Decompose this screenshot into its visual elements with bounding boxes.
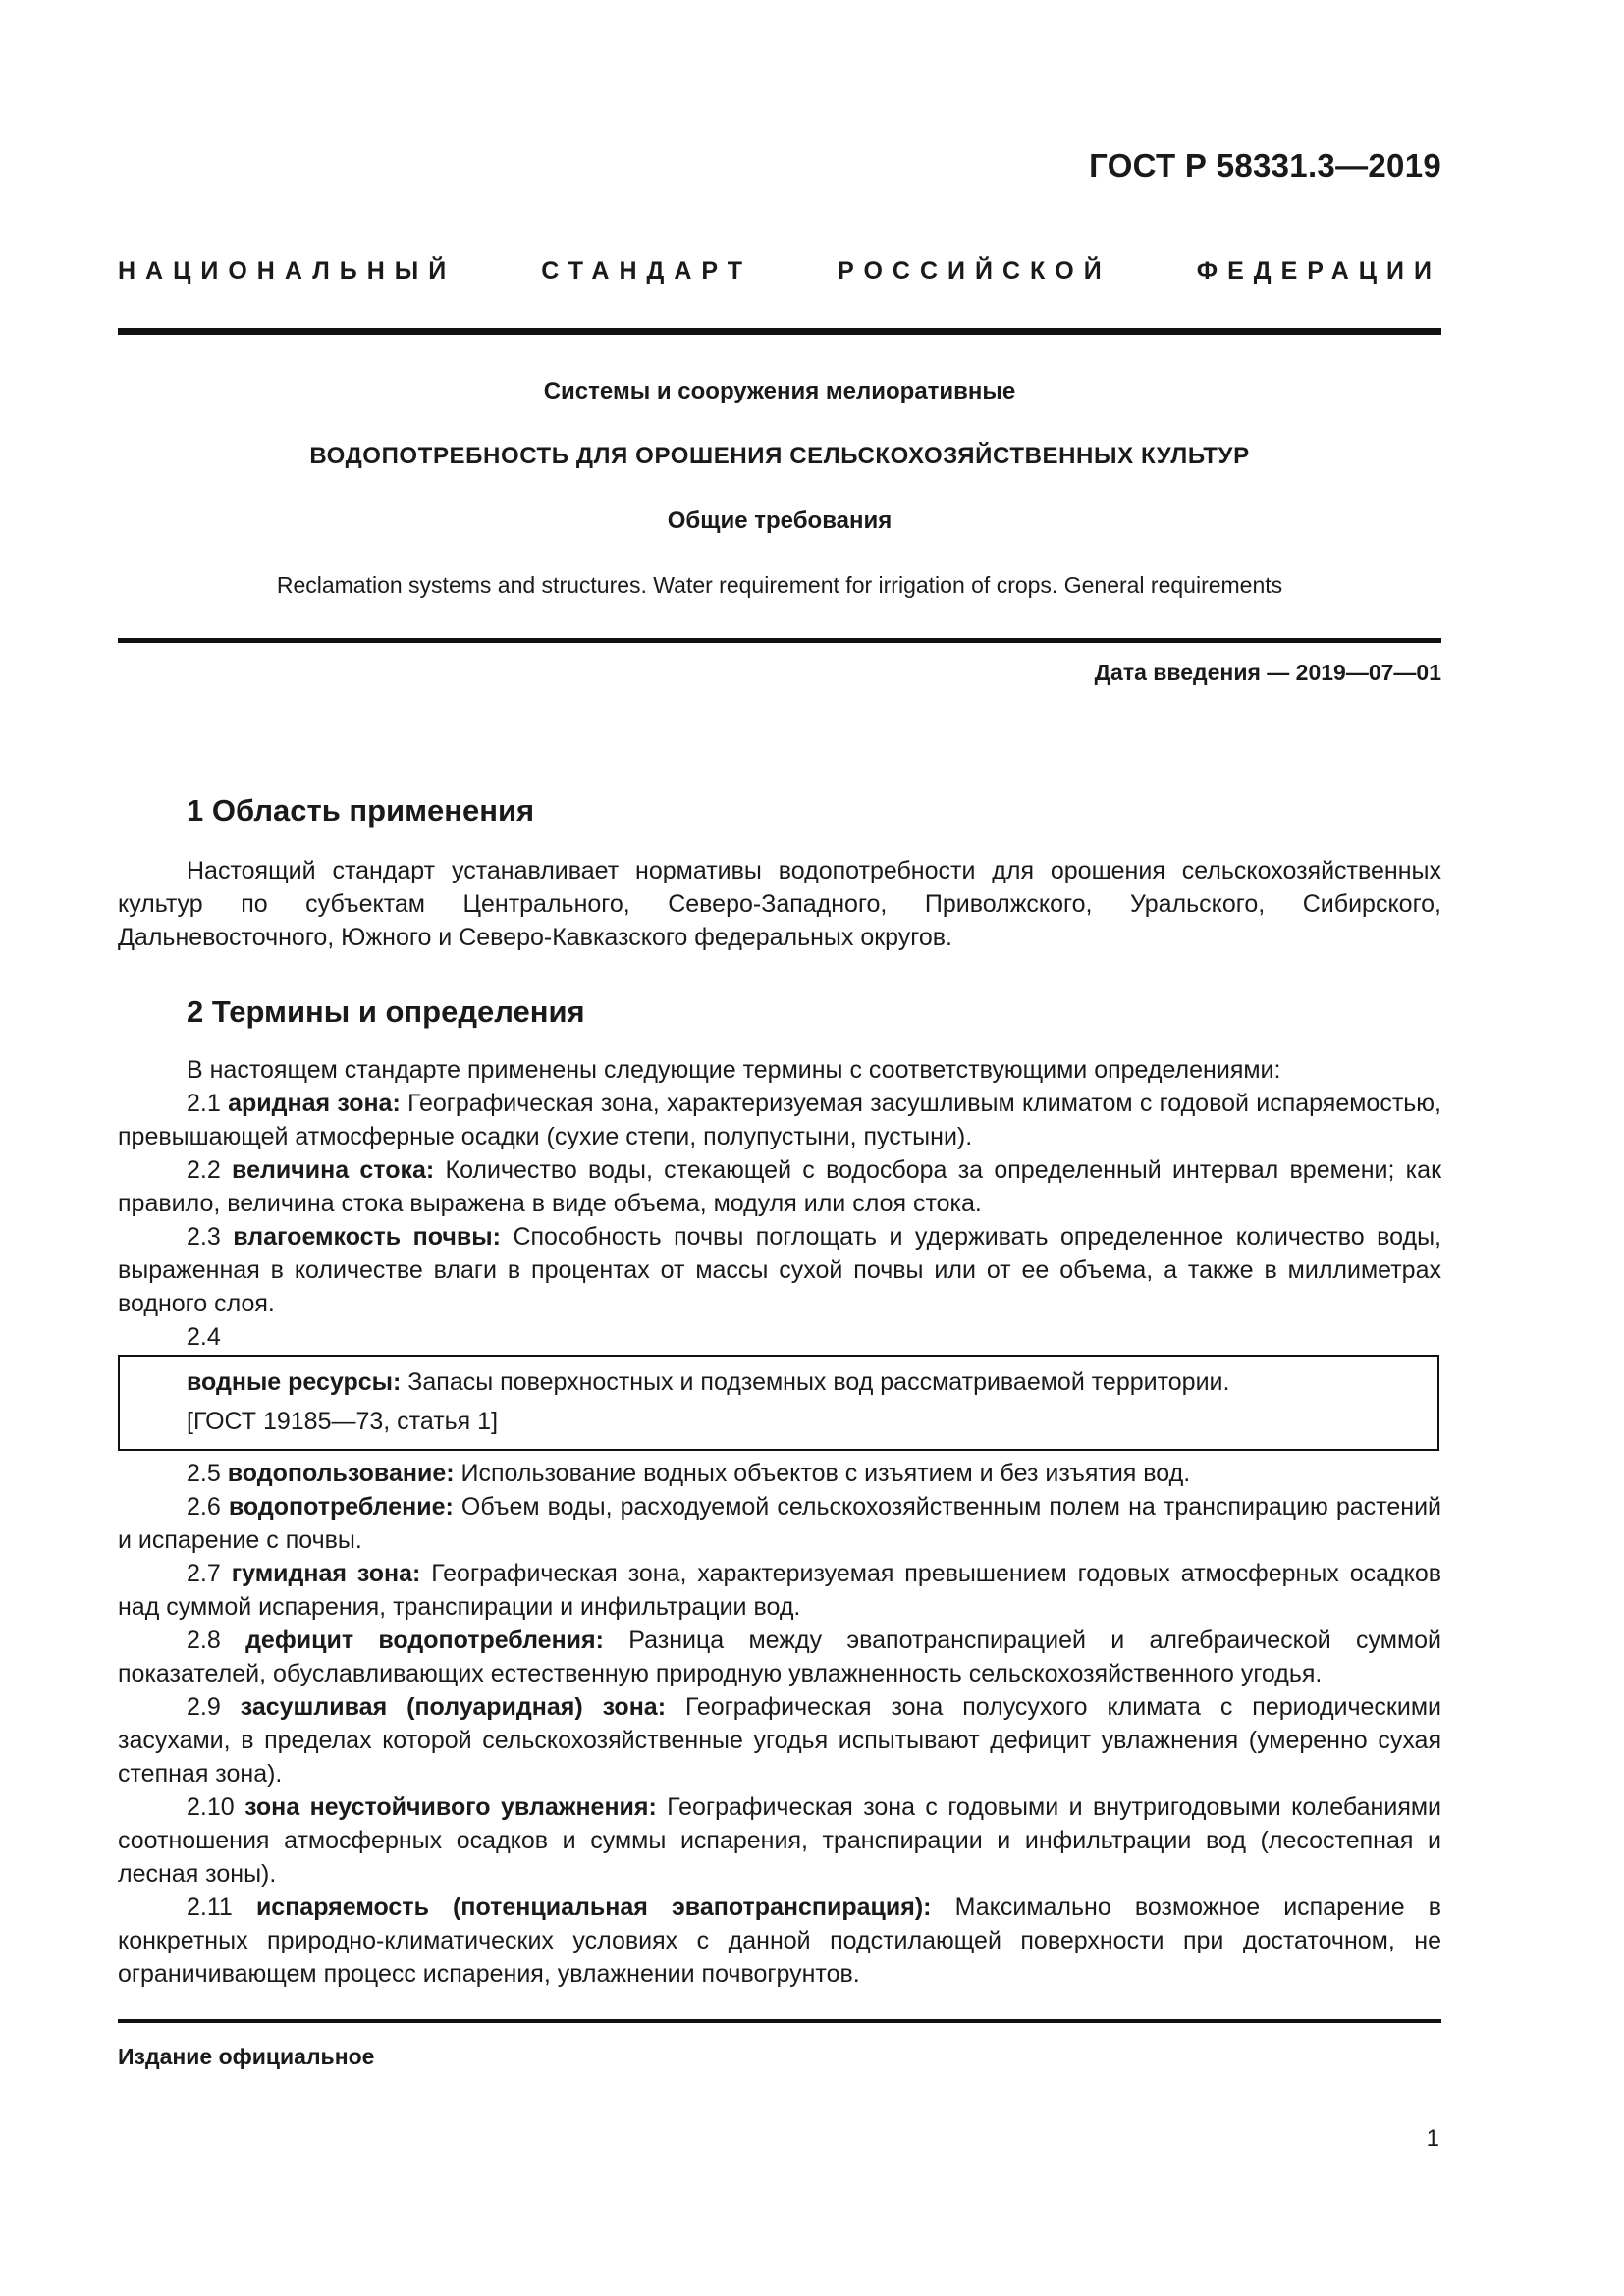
section-1-heading: 1 Область применения xyxy=(187,793,535,828)
term-item: 2.6 водопотребление: Объем воды, расходуемой сельскохозяйственным полем на транспирацию растений и испарение с почвы. xyxy=(118,1493,1442,1554)
document-title: ВОДОПОТРЕБНОСТЬ ДЛЯ ОРОШЕНИЯ СЕЛЬСКОХОЗЯЙСТВЕННЫХ КУЛЬТУР xyxy=(309,443,1250,469)
official-edition-label: Издание официальное xyxy=(118,2044,375,2069)
term-item: 2.10 зона неустойчивого увлажнения: Географическая зона с годовыми и внутригодовыми колебаниями соотношения атмосферных осадков и суммы испарения, транспирации и инфильтрации вод (лесостепная и лесная зоны). xyxy=(118,1793,1442,1888)
gost-number: ГОСТ Р 58331.3—2019 xyxy=(1089,147,1441,184)
quoted-term-box xyxy=(118,1355,1439,1451)
introduction-date: Дата введения — 2019—07—01 xyxy=(1094,660,1441,685)
section-1-body xyxy=(118,854,1441,954)
scope-paragraph: Настоящий стандарт устанавливает нормативы водопотребности для орошения сельскохозяйственных культур по субъектам Центрального, Северо-Западного, Приволжского, Уральского, Сибирского, Дальневосточного, Южного и Северо-Кавказского федеральных округов. xyxy=(118,857,1441,951)
terms-list-b xyxy=(118,1457,1441,1991)
title-rule xyxy=(118,638,1441,643)
terms-intro: В настоящем стандарте применены следующие термины с соответствующими определениями: xyxy=(187,1056,1281,1084)
title-subtitle-1: Системы и сооружения мелиоративные xyxy=(543,378,1016,404)
top-rule xyxy=(118,328,1441,335)
terms-list-a xyxy=(118,1053,1441,1354)
title-subtitle-2: Общие требования xyxy=(667,507,893,534)
boxed-term-source: [ГОСТ 19185—73, статья 1] xyxy=(187,1408,499,1435)
page-number: 1 xyxy=(1426,2125,1439,2152)
boxed-term: водные ресурсы: Запасы поверхностных и подземных вод рассматриваемой территории. xyxy=(187,1368,1230,1396)
national-standard-banner: НАЦИОНАЛЬНЫЙ СТАНДАРТ РОССИЙСКОЙ ФЕДЕРАЦИИ xyxy=(118,257,1441,285)
term-item: 2.7 гумидная зона: Географическая зона, характеризуемая превышением годовых атмосферных осадков над суммой испарения, транспирации и инфильтрации вод. xyxy=(118,1560,1442,1621)
term-item: 2.9 засушливая (полуаридная) зона: Географическая зона полусухого климата с периодическими засухами, в пределах которой сельскохозяйственные угодья испытывают дефицит увлажнения (умеренно сухая степная зона). xyxy=(118,1693,1441,1788)
term-item: 2.8 дефицит водопотребления: Разница между эвапотранспирацией и алгебраической суммой показателей, обуславливающих естественную природную увлажненность сельскохозяйственного угодья. xyxy=(118,1627,1442,1687)
english-title: Reclamation systems and structures. Water requirement for irrigation of crops. General requirements xyxy=(276,572,1283,598)
term-item: 2.4 xyxy=(187,1323,221,1351)
term-item: 2.11 испаряемость (потенциальная эвапотранспирация): Максимально возможное испарение в конкретных природно-климатических условиях с данной подстилающей поверхности при достаточном, не ограничивающем процесс испарения, увлажнении почвогрунтов. xyxy=(118,1894,1441,1988)
term-item: 2.3 влагоемкость почвы: Способность почвы поглощать и удерживать определенное количество воды, выраженная в количестве влаги в процентах от массы сухой почвы или от ее объема, а также в миллиметрах водного слоя. xyxy=(118,1223,1441,1317)
footer-rule xyxy=(118,2019,1441,2023)
term-item: 2.1 аридная зона: Географическая зона, характеризуемая засушливым климатом с годовой испаряемостью, превышающей атмосферные осадки (сухие степи, полупустыни, пустыни). xyxy=(118,1090,1441,1150)
term-item: 2.5 водопользование: Использование водных объектов с изъятием и без изъятия вод. xyxy=(187,1460,1191,1487)
term-item: 2.2 величина стока: Количество воды, стекающей с водосбора за определенный интервал времени; как правило, величина стока выражена в виде объема, модуля или слоя стока. xyxy=(118,1156,1442,1217)
section-2-heading: 2 Термины и определения xyxy=(187,994,585,1029)
